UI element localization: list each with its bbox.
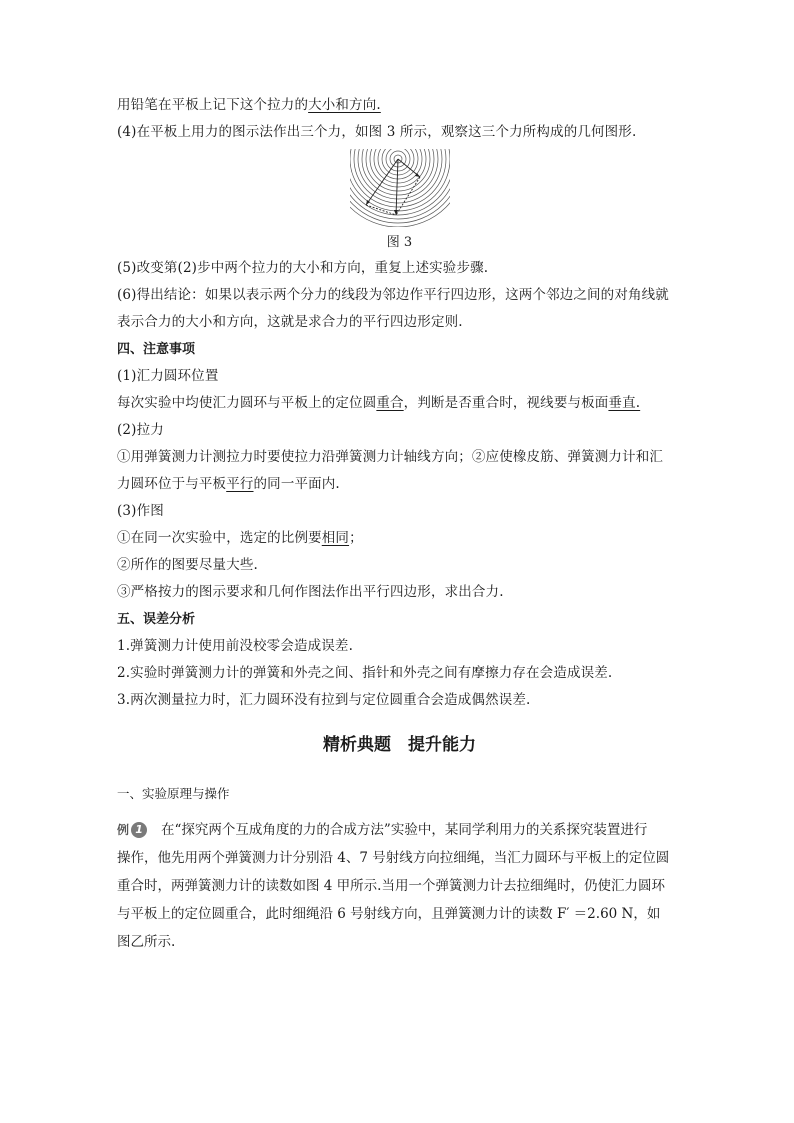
underlined-answer: 重合 [376, 395, 404, 411]
example-number-badge: 1 [131, 822, 147, 838]
subsection-title: 一、实验原理与操作 [117, 786, 230, 801]
concentric-circles-diagram [350, 149, 450, 227]
text-line: 用铅笔在平板上记下这个拉力的大小和方向. [117, 97, 381, 113]
section-title: 精析典题 提升能力 [323, 735, 476, 755]
step-6-line-1: (6)得出结论：如果以表示两个分力的线段为邻边作平行四边形，这两个邻边之间的对角线就 [117, 287, 669, 303]
section-4-heading: 四、注意事项 [117, 342, 196, 357]
page-content [117, 92, 682, 956]
note-3-title: (3)作图 [117, 503, 164, 519]
example-1 [117, 816, 682, 956]
note-3-item-2: ②所作的图要尽量大些. [117, 557, 258, 573]
example-line: 与平板上的定位圆重合，此时细绳沿 6 号射线方向，且弹簧测力计的读数 F′ ＝2.60 N，如 [117, 906, 661, 922]
example-line: 图乙所示. [117, 934, 176, 950]
error-item: 2.实验时弹簧测力计的弹簧和外壳之间、指针和外壳之间有摩擦力存在会造成误差. [117, 665, 613, 681]
note-1-title: (1)汇力圆环位置 [117, 368, 219, 384]
underlined-answer: 大小和方向. [308, 97, 381, 113]
note-3-item-3: ③严格按力的图示要求和几何作图法作出平行四边形，求出合力. [117, 584, 504, 600]
example-line: 重合时，两弹簧测力计的读数如图 4 甲所示.当用一个弹簧测力计去拉细绳时，仍使汇力圆环 [117, 878, 665, 894]
note-2-line-2: 力圆环位于与平板平行的同一平面内. [117, 476, 340, 492]
error-item: 3.两次测量拉力时，汇力圆环没有拉到与定位圆重合会造成偶然误差. [117, 692, 531, 708]
note-3-item-1: ①在同一次实验中，选定的比例要相同； [117, 530, 363, 546]
figure-3-caption: 图 3 [386, 235, 413, 250]
step-5: (5)改变第(2)步中两个拉力的大小和方向，重复上述实验步骤. [117, 260, 489, 276]
step-6-line-2: 表示合力的大小和方向，这就是求合力的平行四边形定则. [117, 314, 463, 330]
underlined-answer: 垂直. [608, 395, 641, 411]
note-1-text: 每次实验中均使汇力圆环与平板上的定位圆重合，判断是否重合时，视线要与板面垂直. [117, 395, 641, 411]
error-item: 1.弹簧测力计使用前没校零会造成误差. [117, 638, 354, 654]
underlined-answer: 相同 [321, 530, 350, 546]
note-2-title: (2)拉力 [117, 422, 164, 438]
note-2-line-1: ①用弹簧测力计测拉力时要使拉力沿弹簧测力计轴线方向；②应使橡皮筋、弹簧测力计和汇 [117, 449, 663, 465]
example-line: 操作，他先用两个弹簧测力计分别沿 4、7 号射线方向拉细绳，当汇力圆环与平板上的定位圆 [117, 850, 670, 866]
figure-3 [117, 149, 682, 227]
step-4: (4)在平板上用力的图示法作出三个力，如图 3 所示，观察这三个力所构成的几何图形. [117, 124, 637, 140]
example-label: 例 [117, 823, 130, 837]
example-line: 例 1 在“探究两个互成角度的力的合成方法”实验中，某同学利用力的关系探究装置进行 [117, 822, 648, 838]
underlined-answer: 平行 [226, 476, 254, 492]
section-5-heading: 五、误差分析 [117, 612, 196, 627]
